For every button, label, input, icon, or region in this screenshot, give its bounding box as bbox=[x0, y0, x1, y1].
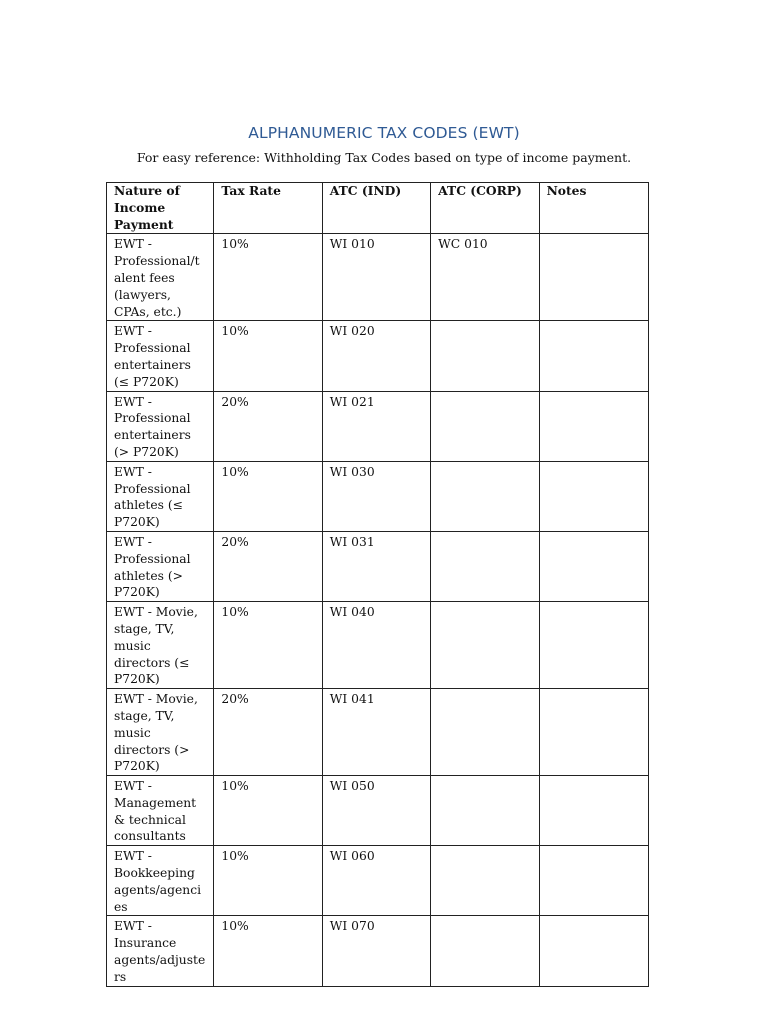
cell-atc-ind: WI 021 bbox=[322, 391, 430, 461]
cell-notes bbox=[539, 846, 648, 916]
cell-atc-ind: WI 030 bbox=[322, 461, 430, 531]
cell-atc-corp bbox=[431, 531, 539, 601]
cell-atc-ind: WI 060 bbox=[322, 846, 430, 916]
cell-nature: EWT - Management & technical consultants bbox=[107, 776, 214, 846]
cell-tax-rate: 20% bbox=[214, 391, 322, 461]
table-row bbox=[107, 689, 649, 776]
table-row bbox=[107, 234, 649, 321]
cell-notes bbox=[539, 391, 648, 461]
cell-atc-corp bbox=[431, 689, 539, 776]
cell-notes bbox=[539, 689, 648, 776]
cell-nature: EWT - Professional entertainers (≤ P720K) bbox=[107, 321, 214, 391]
cell-atc-ind: WI 031 bbox=[322, 531, 430, 601]
cell-atc-ind: WI 050 bbox=[322, 776, 430, 846]
cell-notes bbox=[539, 321, 648, 391]
header-notes: Notes bbox=[539, 183, 648, 234]
cell-tax-rate: 10% bbox=[214, 916, 322, 986]
cell-notes bbox=[539, 602, 648, 689]
document-subtitle: For easy reference: Withholding Tax Codes based on type of income payment. bbox=[136, 150, 632, 165]
tax-codes-table bbox=[106, 182, 649, 987]
cell-nature: EWT - Professional/talent fees (lawyers, CPAs, etc.) bbox=[107, 234, 214, 321]
cell-tax-rate: 10% bbox=[214, 776, 322, 846]
table-row bbox=[107, 391, 649, 461]
table-row bbox=[107, 916, 649, 986]
cell-nature: EWT - Professional athletes (≤ P720K) bbox=[107, 461, 214, 531]
cell-atc-corp bbox=[431, 776, 539, 846]
cell-nature: EWT - Professional entertainers (> P720K) bbox=[107, 391, 214, 461]
header-atc-corp: ATC (CORP) bbox=[431, 183, 539, 234]
cell-notes bbox=[539, 461, 648, 531]
cell-atc-corp bbox=[431, 321, 539, 391]
table-row bbox=[107, 461, 649, 531]
cell-notes bbox=[539, 531, 648, 601]
cell-nature: EWT - Bookkeeping agents/agencies bbox=[107, 846, 214, 916]
cell-tax-rate: 10% bbox=[214, 461, 322, 531]
cell-atc-corp: WC 010 bbox=[431, 234, 539, 321]
cell-notes bbox=[539, 776, 648, 846]
document-title: ALPHANUMERIC TAX CODES (EWT) bbox=[248, 124, 520, 142]
cell-tax-rate: 10% bbox=[214, 846, 322, 916]
cell-atc-ind: WI 020 bbox=[322, 321, 430, 391]
cell-notes bbox=[539, 916, 648, 986]
table-row bbox=[107, 776, 649, 846]
cell-tax-rate: 10% bbox=[214, 321, 322, 391]
cell-atc-ind: WI 040 bbox=[322, 602, 430, 689]
header-nature-of-income: Nature of Income Payment bbox=[107, 183, 214, 234]
header-tax-rate: Tax Rate bbox=[214, 183, 322, 234]
cell-nature: EWT - Movie, stage, TV, music directors (> P720K) bbox=[107, 689, 214, 776]
cell-notes bbox=[539, 234, 648, 321]
cell-atc-ind: WI 041 bbox=[322, 689, 430, 776]
cell-nature: EWT - Professional athletes (> P720K) bbox=[107, 531, 214, 601]
cell-atc-ind: WI 010 bbox=[322, 234, 430, 321]
header-atc-ind: ATC (IND) bbox=[322, 183, 430, 234]
table-row bbox=[107, 321, 649, 391]
table-row bbox=[107, 602, 649, 689]
cell-tax-rate: 20% bbox=[214, 531, 322, 601]
cell-atc-corp bbox=[431, 602, 539, 689]
cell-atc-ind: WI 070 bbox=[322, 916, 430, 986]
cell-atc-corp bbox=[431, 916, 539, 986]
cell-atc-corp bbox=[431, 461, 539, 531]
cell-atc-corp bbox=[431, 846, 539, 916]
cell-atc-corp bbox=[431, 391, 539, 461]
table-row bbox=[107, 846, 649, 916]
cell-nature: EWT - Insurance agents/adjusters bbox=[107, 916, 214, 986]
table-row bbox=[107, 531, 649, 601]
cell-nature: EWT - Movie, stage, TV, music directors (≤ P720K) bbox=[107, 602, 214, 689]
cell-tax-rate: 20% bbox=[214, 689, 322, 776]
cell-tax-rate: 10% bbox=[214, 602, 322, 689]
cell-tax-rate: 10% bbox=[214, 234, 322, 321]
table-header-row bbox=[107, 183, 649, 234]
